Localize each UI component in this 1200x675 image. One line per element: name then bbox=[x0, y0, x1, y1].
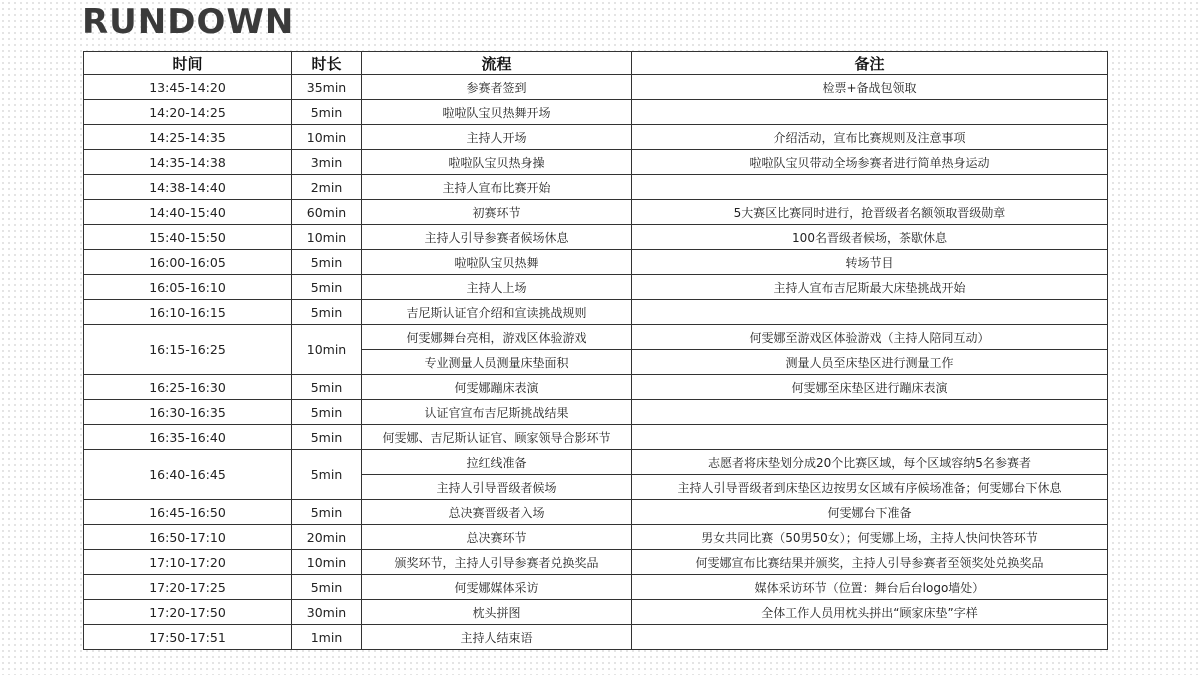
table-row bbox=[84, 325, 1108, 350]
process-cell: 何雯娜、吉尼斯认证官、顾家领导合影环节 bbox=[362, 425, 632, 450]
schedule-body bbox=[84, 75, 1108, 650]
duration-cell: 10min bbox=[292, 550, 362, 575]
header-notes: 备注 bbox=[632, 52, 1108, 75]
time-cell: 14:35-14:38 bbox=[84, 150, 292, 175]
duration-cell: 5min bbox=[292, 500, 362, 525]
note-cell: 转场节目 bbox=[632, 250, 1108, 275]
note-cell bbox=[632, 100, 1108, 125]
duration-cell: 3min bbox=[292, 150, 362, 175]
table-row bbox=[84, 175, 1108, 200]
time-cell: 16:30-16:35 bbox=[84, 400, 292, 425]
process-cell: 主持人上场 bbox=[362, 275, 632, 300]
table-row bbox=[84, 275, 1108, 300]
duration-cell: 10min bbox=[292, 225, 362, 250]
note-cell: 100名晋级者候场，茶歇休息 bbox=[632, 225, 1108, 250]
header-row bbox=[84, 52, 1108, 75]
note-cell: 主持人宣布吉尼斯最大床垫挑战开始 bbox=[632, 275, 1108, 300]
process-cell: 认证官宣布吉尼斯挑战结果 bbox=[362, 400, 632, 425]
table-row bbox=[84, 525, 1108, 550]
time-cell: 16:25-16:30 bbox=[84, 375, 292, 400]
process-cell: 总决赛环节 bbox=[362, 525, 632, 550]
table-row bbox=[84, 550, 1108, 575]
note-cell bbox=[632, 400, 1108, 425]
page-title: RUNDOWN bbox=[82, 2, 295, 42]
duration-cell: 5min bbox=[292, 300, 362, 325]
note-cell bbox=[632, 625, 1108, 650]
duration-cell: 5min bbox=[292, 250, 362, 275]
note-cell: 何雯娜宣布比赛结果并颁奖，主持人引导参赛者至领奖处兑换奖品 bbox=[632, 550, 1108, 575]
time-cell: 15:40-15:50 bbox=[84, 225, 292, 250]
duration-cell: 5min bbox=[292, 100, 362, 125]
table-row bbox=[84, 600, 1108, 625]
table-row bbox=[84, 375, 1108, 400]
note-cell: 何雯娜台下准备 bbox=[632, 500, 1108, 525]
header-process: 流程 bbox=[362, 52, 632, 75]
time-cell: 16:05-16:10 bbox=[84, 275, 292, 300]
time-cell: 16:45-16:50 bbox=[84, 500, 292, 525]
process-cell: 何雯娜蹦床表演 bbox=[362, 375, 632, 400]
note-cell: 男女共同比赛（50男50女）；何雯娜上场，主持人快问快答环节 bbox=[632, 525, 1108, 550]
table-row bbox=[84, 200, 1108, 225]
process-cell: 何雯娜媒体采访 bbox=[362, 575, 632, 600]
process-cell: 啦啦队宝贝热身操 bbox=[362, 150, 632, 175]
rundown-table bbox=[83, 51, 1108, 650]
process-cell: 枕头拼图 bbox=[362, 600, 632, 625]
time-cell: 14:38-14:40 bbox=[84, 175, 292, 200]
note-cell: 志愿者将床垫划分成20个比赛区域，每个区域容纳5名参赛者 bbox=[632, 450, 1108, 475]
process-cell: 主持人开场 bbox=[362, 125, 632, 150]
process-cell: 专业测量人员测量床垫面积 bbox=[362, 350, 632, 375]
duration-cell: 5min bbox=[292, 400, 362, 425]
process-cell: 啦啦队宝贝热舞 bbox=[362, 250, 632, 275]
process-cell: 主持人引导参赛者候场休息 bbox=[362, 225, 632, 250]
note-cell: 啦啦队宝贝带动全场参赛者进行简单热身运动 bbox=[632, 150, 1108, 175]
duration-cell: 5min bbox=[292, 375, 362, 400]
duration-cell: 2min bbox=[292, 175, 362, 200]
duration-cell: 5min bbox=[292, 450, 362, 500]
process-cell: 参赛者签到 bbox=[362, 75, 632, 100]
table-row bbox=[84, 500, 1108, 525]
table-row bbox=[84, 575, 1108, 600]
process-cell: 颁奖环节，主持人引导参赛者兑换奖品 bbox=[362, 550, 632, 575]
duration-cell: 35min bbox=[292, 75, 362, 100]
note-cell: 测量人员至床垫区进行测量工作 bbox=[632, 350, 1108, 375]
table-row bbox=[84, 225, 1108, 250]
time-cell: 14:40-15:40 bbox=[84, 200, 292, 225]
process-cell: 总决赛晋级者入场 bbox=[362, 500, 632, 525]
duration-cell: 20min bbox=[292, 525, 362, 550]
note-cell: 5大赛区比赛同时进行，抢晋级者名额领取晋级勋章 bbox=[632, 200, 1108, 225]
process-cell: 主持人引导晋级者候场 bbox=[362, 475, 632, 500]
duration-cell: 10min bbox=[292, 325, 362, 375]
process-cell: 啦啦队宝贝热舞开场 bbox=[362, 100, 632, 125]
note-cell bbox=[632, 175, 1108, 200]
duration-cell: 5min bbox=[292, 275, 362, 300]
table-row bbox=[84, 300, 1108, 325]
note-cell: 检票+备战包领取 bbox=[632, 75, 1108, 100]
time-cell: 16:35-16:40 bbox=[84, 425, 292, 450]
table-row bbox=[84, 250, 1108, 275]
table-row bbox=[84, 100, 1108, 125]
table-row bbox=[84, 125, 1108, 150]
header-duration: 时长 bbox=[292, 52, 362, 75]
note-cell: 介绍活动，宣布比赛规则及注意事项 bbox=[632, 125, 1108, 150]
duration-cell: 60min bbox=[292, 200, 362, 225]
process-cell: 何雯娜舞台亮相，游戏区体验游戏 bbox=[362, 325, 632, 350]
process-cell: 初赛环节 bbox=[362, 200, 632, 225]
table-row bbox=[84, 75, 1108, 100]
process-cell: 主持人宣布比赛开始 bbox=[362, 175, 632, 200]
note-cell bbox=[632, 425, 1108, 450]
process-cell: 主持人结束语 bbox=[362, 625, 632, 650]
duration-cell: 10min bbox=[292, 125, 362, 150]
time-cell: 16:15-16:25 bbox=[84, 325, 292, 375]
table-row bbox=[84, 150, 1108, 175]
time-cell: 16:00-16:05 bbox=[84, 250, 292, 275]
time-cell: 14:20-14:25 bbox=[84, 100, 292, 125]
time-cell: 17:10-17:20 bbox=[84, 550, 292, 575]
duration-cell: 1min bbox=[292, 625, 362, 650]
table-row bbox=[84, 425, 1108, 450]
time-cell: 17:20-17:50 bbox=[84, 600, 292, 625]
duration-cell: 5min bbox=[292, 425, 362, 450]
time-cell: 13:45-14:20 bbox=[84, 75, 292, 100]
duration-cell: 5min bbox=[292, 575, 362, 600]
header-time: 时间 bbox=[84, 52, 292, 75]
time-cell: 17:50-17:51 bbox=[84, 625, 292, 650]
note-cell: 媒体采访环节（位置：舞台后台logo墙处） bbox=[632, 575, 1108, 600]
time-cell: 17:20-17:25 bbox=[84, 575, 292, 600]
table-row bbox=[84, 450, 1108, 475]
table-row bbox=[84, 400, 1108, 425]
time-cell: 16:10-16:15 bbox=[84, 300, 292, 325]
time-cell: 14:25-14:35 bbox=[84, 125, 292, 150]
process-cell: 拉红线准备 bbox=[362, 450, 632, 475]
note-cell bbox=[632, 300, 1108, 325]
note-cell: 全体工作人员用枕头拼出“顾家床垫”字样 bbox=[632, 600, 1108, 625]
note-cell: 何雯娜至游戏区体验游戏（主持人陪同互动） bbox=[632, 325, 1108, 350]
time-cell: 16:50-17:10 bbox=[84, 525, 292, 550]
duration-cell: 30min bbox=[292, 600, 362, 625]
note-cell: 主持人引导晋级者到床垫区边按男女区域有序候场准备；何雯娜台下休息 bbox=[632, 475, 1108, 500]
process-cell: 吉尼斯认证官介绍和宣读挑战规则 bbox=[362, 300, 632, 325]
time-cell: 16:40-16:45 bbox=[84, 450, 292, 500]
note-cell: 何雯娜至床垫区进行蹦床表演 bbox=[632, 375, 1108, 400]
table-row bbox=[84, 625, 1108, 650]
